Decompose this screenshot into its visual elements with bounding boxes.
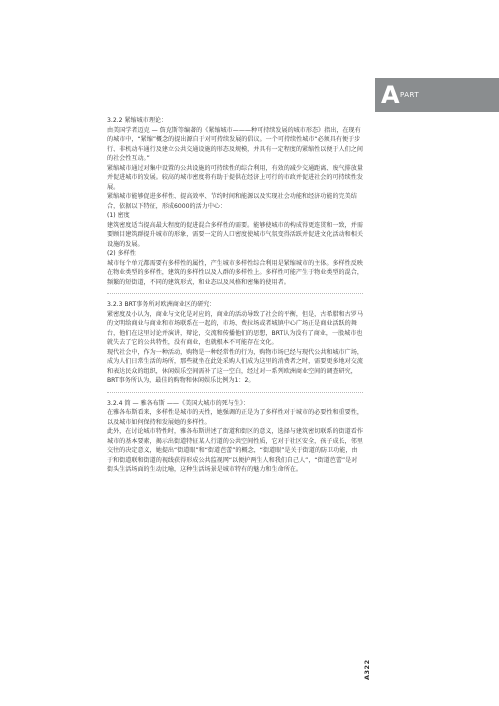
paragraph-diversity: (2) 多样性 城市每个单元都需要有多样性的属性，产生城市多样性综合利用是紧缩城市的主体。多样性反映在物业类型的多样性，建筑的多样性以及人群的多样性上。多样性可能产生于物业类型的混合，频繁的短街道，不同的建筑形式，和业态以及风格和密集的使用者。: [107, 250, 363, 286]
paragraph: 此外，在讨论城市特性时，雅各布斯讲述了街道和街区的意义，选择与建筑密切联系的街道看作城市的基本要素，揭示出街道特征某人行道的公共空间性质，它对于社区安全，孩子成长，邻里交往的决定意义，她提出“街道眼”和“街道芭蕾”的概念，“街道眼”是关于街道的防卫功能，由于和街道联和街道的视线获得形成公共监视网“以便护两生人和我们自己人”，“街道芭蕾”是对街头生活场面的生动比喻，这种生活场景是城市特有的魅力和生命所在。: [107, 428, 363, 473]
part-tab: [375, 78, 499, 112]
page-number: A322: [363, 659, 371, 680]
paragraph: 由美国学者迈克 — 詹克斯等编著的《紧缩城市———种可持续发展的城市形态》指出，在现有的城市中，“紧缩”概念的提出源自于对可持续发展的倡议。一个可持续性城市“必须具有便于步行、非机动车通行及建立公共交通设施的形态及规模，并具有一定程度的紧缩性以便于人们之间的社会性互动。”: [107, 126, 363, 162]
section-heading-323: 3.2.3 BRT事务所对欧洲商业区的研究：: [107, 301, 216, 308]
part-letter: A: [381, 81, 400, 109]
paragraph: 在雅各布斯看来，多样性是城市的天性，她强调的正是为了多样性对于城市的必要性和重要性，以及城市如何保持和发展她的多样性。: [107, 409, 363, 426]
part-label: PART: [400, 91, 420, 99]
paragraph: 紧缩城市通过对集中设置的公共设施的可持续性的综合利用，有效的减少交通距离、废气排放量并促进城市的发展。较高的城市密度将有助于提供在经济上可行的市政并促进社会的可持续性发展。: [107, 164, 363, 191]
paragraph-density: (1) 密度 建筑密度适当提高最大程度的促进混合多样性的需要。能够使城市的构成得更连贯和一致，并需要顾目建筑群提升城市的形象，需要一定的人口密度使城市气氛变得活跃并促进文化活动和相关设施的发展。: [107, 212, 363, 248]
section-divider: [107, 392, 363, 393]
section-divider: [107, 293, 363, 294]
section-heading-324: 3.2.4 简 — 雅各布斯 ——《美国大城市的死与生》：: [107, 399, 250, 407]
paragraph: 紧缩城市能够促进多样性、提高效率、节约时间和能源以及实现社会功能和经济功能的完美结合，依据以下特征，形成6000的活力中心：: [107, 193, 357, 210]
section-heading-322: 3.2.2 紧缩城市理论：: [107, 117, 168, 124]
body-content: [107, 116, 363, 475]
paragraph: 紧密度及小认为，商业与文化是对应的，商业的活动导致了社会的平衡，但是，古希腊和古罗马的文明给商业与商业和市场联系在一起的，市场、费拉场或者城镇中心广场正是商业活跃的舞台，他们在这里讨论并演讲，辩论，交流和传播他们的思想，BRT认为没有了商业，一股城市也就失去了它的公共特性，没有商业，也就根本不可能存在文化。 现代社会中，作为一种活动，购物是一种经常性的行为，购物市场已经与现代公共和城市广场，成为人们日常生活的场所，那些就坐在此处采购人们成为这里的消费者之时，需要更多地对交流和表达民众的组织，休闲娱乐空间需补了这一空白，经过对一系列欧洲商业空间的调查研究，BRT事务所认为，最佳的购物和休闲娱乐比例为1：2。: [107, 310, 363, 384]
